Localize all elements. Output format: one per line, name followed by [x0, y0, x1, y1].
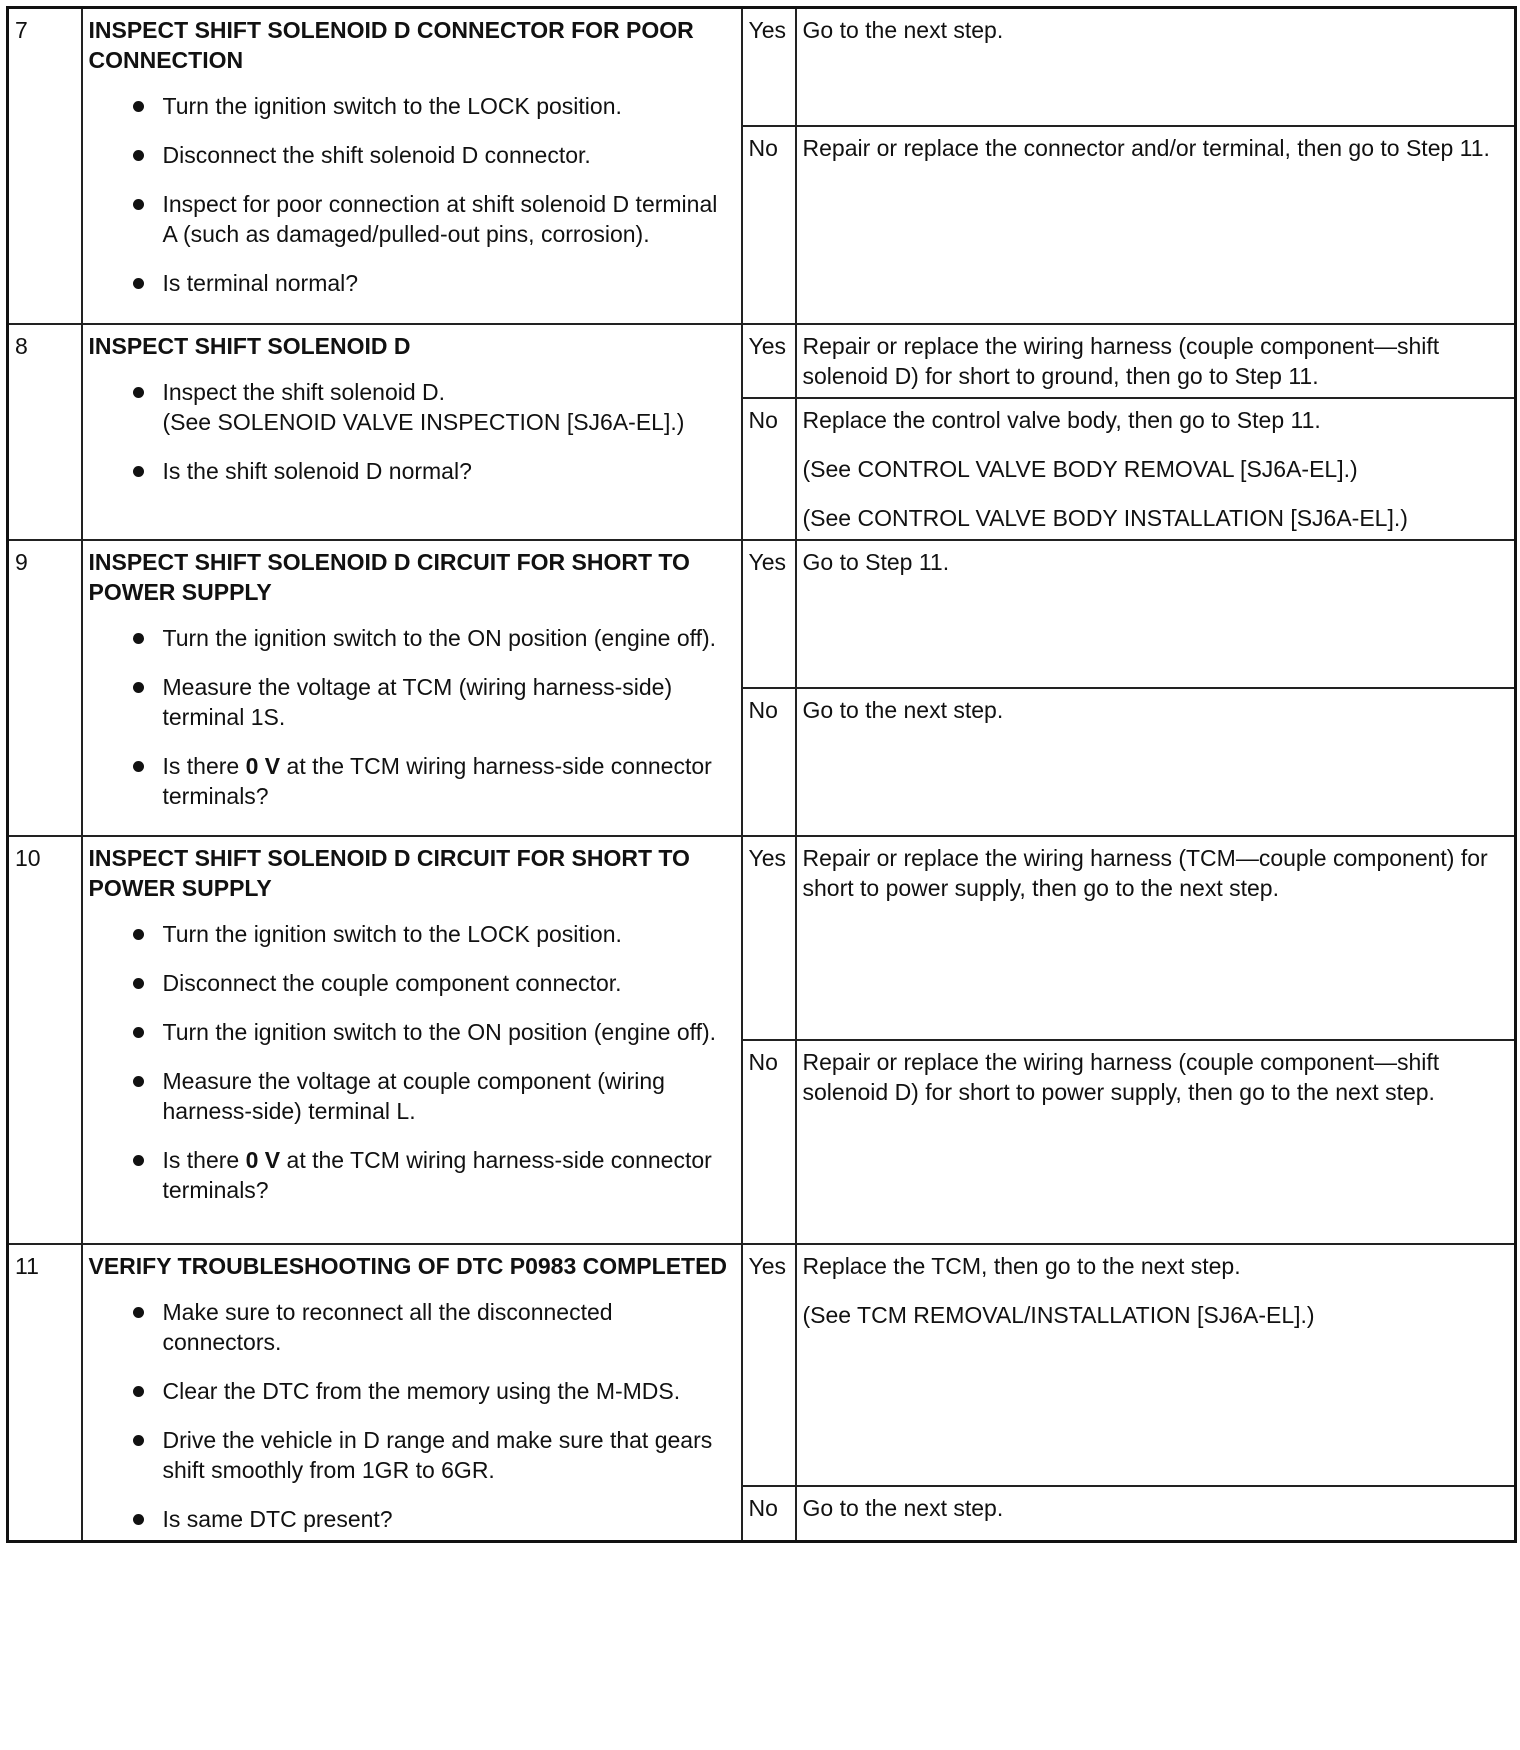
no-result: Go to the next step.: [796, 1486, 1516, 1542]
action-list: [89, 919, 735, 1205]
step-number: 10: [8, 836, 82, 1244]
no-label: No: [742, 126, 796, 324]
action-item: Drive the vehicle in D range and make sure that gears shift smoothly from 1GR to 6GR.: [129, 1425, 735, 1485]
result-paragraph: (See TCM REMOVAL/INSTALLATION [SJ6A-EL].): [802, 1302, 1315, 1328]
action-item: Turn the ignition switch to the LOCK position.: [129, 91, 735, 121]
action-item: Inspect the shift solenoid D.: [129, 377, 735, 407]
yes-label: Yes: [742, 8, 796, 127]
action-item: Turn the ignition switch to the ON position (engine off).: [129, 623, 735, 653]
action-item: Turn the ignition switch to the LOCK position.: [129, 919, 735, 949]
action-question: [129, 751, 735, 811]
result-paragraph: Replace the control valve body, then go to Step 11.: [802, 407, 1321, 433]
action-item: Is the shift solenoid D normal?: [129, 456, 735, 486]
yes-label: Yes: [742, 324, 796, 398]
question-text: at the TCM wiring harness-side connector terminals?: [162, 1147, 712, 1203]
step-title: INSPECT SHIFT SOLENOID D CIRCUIT FOR SHORT TO POWER SUPPLY: [88, 845, 690, 901]
action-item: Measure the voltage at TCM (wiring harness-side) terminal 1S.: [129, 672, 735, 732]
yes-result-cell: [796, 1244, 1516, 1486]
result-paragraph: (See CONTROL VALVE BODY REMOVAL [SJ6A-EL].): [802, 456, 1358, 482]
yes-result: Go to the next step.: [796, 8, 1516, 127]
yes-label: Yes: [742, 1244, 796, 1486]
step-title: VERIFY TROUBLESHOOTING OF DTC P0983 COMPLETED: [88, 1253, 728, 1279]
no-result: Go to the next step.: [796, 688, 1516, 836]
action-list: [89, 456, 735, 486]
no-label: No: [742, 1040, 796, 1244]
question-text: Is there: [162, 1147, 246, 1173]
no-result: Repair or replace the connector and/or terminal, then go to Step 11.: [796, 126, 1516, 324]
action-item: Disconnect the couple component connector.: [129, 968, 735, 998]
reference-note: (See SOLENOID VALVE INSPECTION [SJ6A-EL].): [162, 409, 685, 435]
step-11-yes-row: [8, 1244, 1516, 1486]
no-label: No: [742, 398, 796, 540]
no-label: No: [742, 688, 796, 836]
action-item: Turn the ignition switch to the ON position (engine off).: [129, 1017, 735, 1047]
result-paragraph: (See CONTROL VALVE BODY INSTALLATION [SJ6A-EL].): [802, 505, 1408, 531]
yes-label: Yes: [742, 836, 796, 1040]
step-9-action-cell: [82, 540, 742, 836]
action-question: [129, 1145, 735, 1205]
step-number: 7: [8, 8, 82, 325]
step-8-yes-row: [8, 324, 1516, 398]
action-list: [89, 1297, 735, 1534]
voltage-value: 0 V: [245, 753, 281, 779]
action-item: Is terminal normal?: [129, 268, 735, 298]
step-title: INSPECT SHIFT SOLENOID D CONNECTOR FOR POOR CONNECTION: [88, 17, 694, 73]
step-7-yes-row: [8, 8, 1516, 127]
step-number: 8: [8, 324, 82, 540]
step-8-action-cell: [82, 324, 742, 540]
result-paragraph: Replace the TCM, then go to the next step.: [802, 1253, 1241, 1279]
step-number: 9: [8, 540, 82, 836]
step-7-action-cell: [82, 8, 742, 325]
no-label: No: [742, 1486, 796, 1542]
action-item: Clear the DTC from the memory using the M-MDS.: [129, 1376, 735, 1406]
diagnostic-procedure-table: [6, 6, 1517, 1543]
step-10-yes-row: [8, 836, 1516, 1040]
yes-result: Go to Step 11.: [796, 540, 1516, 688]
step-10-action-cell: [82, 836, 742, 1244]
action-list: [89, 623, 735, 811]
no-result-cell: [796, 398, 1516, 540]
step-9-yes-row: [8, 540, 1516, 688]
action-list: [89, 377, 735, 407]
action-item: Is same DTC present?: [129, 1504, 735, 1534]
action-item: Measure the voltage at couple component (wiring harness-side) terminal L.: [129, 1066, 735, 1126]
step-title: INSPECT SHIFT SOLENOID D CIRCUIT FOR SHORT TO POWER SUPPLY: [88, 549, 690, 605]
yes-result: Repair or replace the wiring harness (couple component—shift solenoid D) for short to ground, then go to Step 11.: [796, 324, 1516, 398]
voltage-value: 0 V: [245, 1147, 281, 1173]
question-text: Is there: [162, 753, 246, 779]
action-item: Make sure to reconnect all the disconnected connectors.: [129, 1297, 735, 1357]
step-number: 11: [8, 1244, 82, 1542]
action-item: Disconnect the shift solenoid D connector.: [129, 140, 735, 170]
yes-label: Yes: [742, 540, 796, 688]
step-11-action-cell: [82, 1244, 742, 1542]
action-item: Inspect for poor connection at shift solenoid D terminal A (such as damaged/pulled-out pins, corrosion).: [129, 189, 735, 249]
step-title: INSPECT SHIFT SOLENOID D: [88, 333, 411, 359]
question-text: at the TCM wiring harness-side connector terminals?: [162, 753, 712, 809]
yes-result: Repair or replace the wiring harness (TCM—couple component) for short to power supply, then go to the next step.: [796, 836, 1516, 1040]
action-list: [89, 91, 735, 298]
no-result: Repair or replace the wiring harness (couple component—shift solenoid D) for short to power supply, then go to the next step.: [796, 1040, 1516, 1244]
